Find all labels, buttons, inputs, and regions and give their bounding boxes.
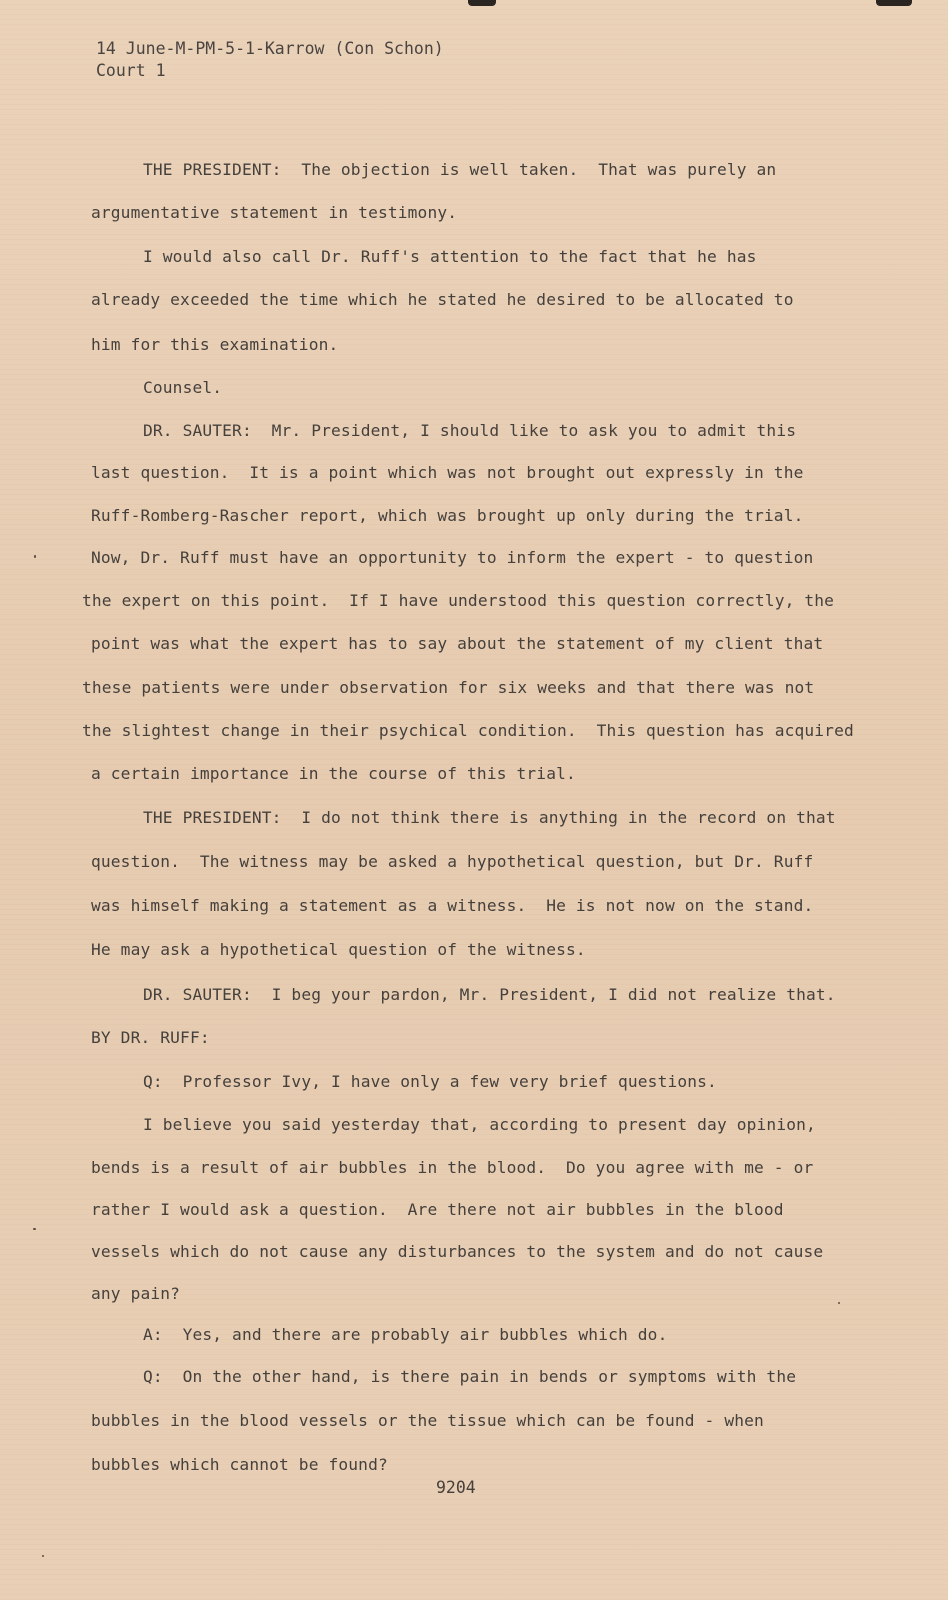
text-line: Q: Professor Ivy, I have only a few very brief questions. [143, 1072, 717, 1091]
paper-speck [33, 1228, 36, 1230]
text-line: question. The witness may be asked a hypothetical question, but Dr. Ruff [91, 852, 814, 871]
text-line: these patients were under observation for six weeks and that there was not [82, 678, 815, 697]
text-line: bubbles which cannot be found? [91, 1455, 388, 1474]
text-line: last question. It is a point which was not brought out expressly in the [91, 463, 804, 482]
header-line-1: 14 June-M-PM-5-1-Karrow (Con Schon) [96, 39, 444, 58]
text-line: bubbles in the blood vessels or the tissue which can be found - when [91, 1411, 764, 1430]
paper-speck [42, 1555, 44, 1557]
text-line: him for this examination. [91, 335, 339, 354]
document-header [96, 38, 444, 82]
text-line: DR. SAUTER: I beg your pardon, Mr. President, I did not realize that. [143, 985, 836, 1004]
text-line: Now, Dr. Ruff must have an opportunity to inform the expert - to question [91, 548, 814, 567]
text-line: bends is a result of air bubbles in the blood. Do you agree with me - or [91, 1158, 814, 1177]
text-line: THE PRESIDENT: I do not think there is anything in the record on that [143, 808, 836, 827]
text-line: already exceeded the time which he stated he desired to be allocated to [91, 290, 794, 309]
text-line: Ruff-Romberg-Rascher report, which was brought up only during the trial. [91, 506, 804, 525]
text-line: point was what the expert has to say about the statement of my client that [91, 634, 824, 653]
text-line: any pain? [91, 1284, 181, 1303]
punch-hole-mark [468, 0, 496, 6]
text-line: BY DR. RUFF: [91, 1028, 210, 1047]
text-line: THE PRESIDENT: The objection is well taken. That was purely an [143, 160, 777, 179]
text-line: Counsel. [143, 378, 223, 397]
text-line: a certain importance in the course of this trial. [91, 764, 576, 783]
header-line-2: Court 1 [96, 61, 166, 80]
page-number: 9204 [436, 1478, 476, 1497]
text-line: DR. SAUTER: Mr. President, I should like to ask you to admit this [143, 421, 797, 440]
text-line: the expert on this point. If I have understood this question correctly, the [82, 591, 835, 610]
paper-speck [34, 555, 36, 558]
text-line: I would also call Dr. Ruff's attention to the fact that he has [143, 247, 757, 266]
text-line: A: Yes, and there are probably air bubbles which do. [143, 1325, 668, 1344]
text-line: I believe you said yesterday that, according to present day opinion, [143, 1115, 816, 1134]
paper-speck [838, 1302, 840, 1304]
text-line: Q: On the other hand, is there pain in bends or symptoms with the [143, 1367, 797, 1386]
text-line: rather I would ask a question. Are there not air bubbles in the blood [91, 1200, 784, 1219]
text-line: the slightest change in their psychical condition. This question has acquired [82, 721, 854, 740]
text-line: He may ask a hypothetical question of the witness. [91, 940, 586, 959]
text-line: argumentative statement in testimony. [91, 203, 458, 222]
punch-hole-mark [876, 0, 912, 6]
text-line: was himself making a statement as a witness. He is not now on the stand. [91, 896, 814, 915]
text-line: vessels which do not cause any disturbances to the system and do not cause [91, 1242, 824, 1261]
